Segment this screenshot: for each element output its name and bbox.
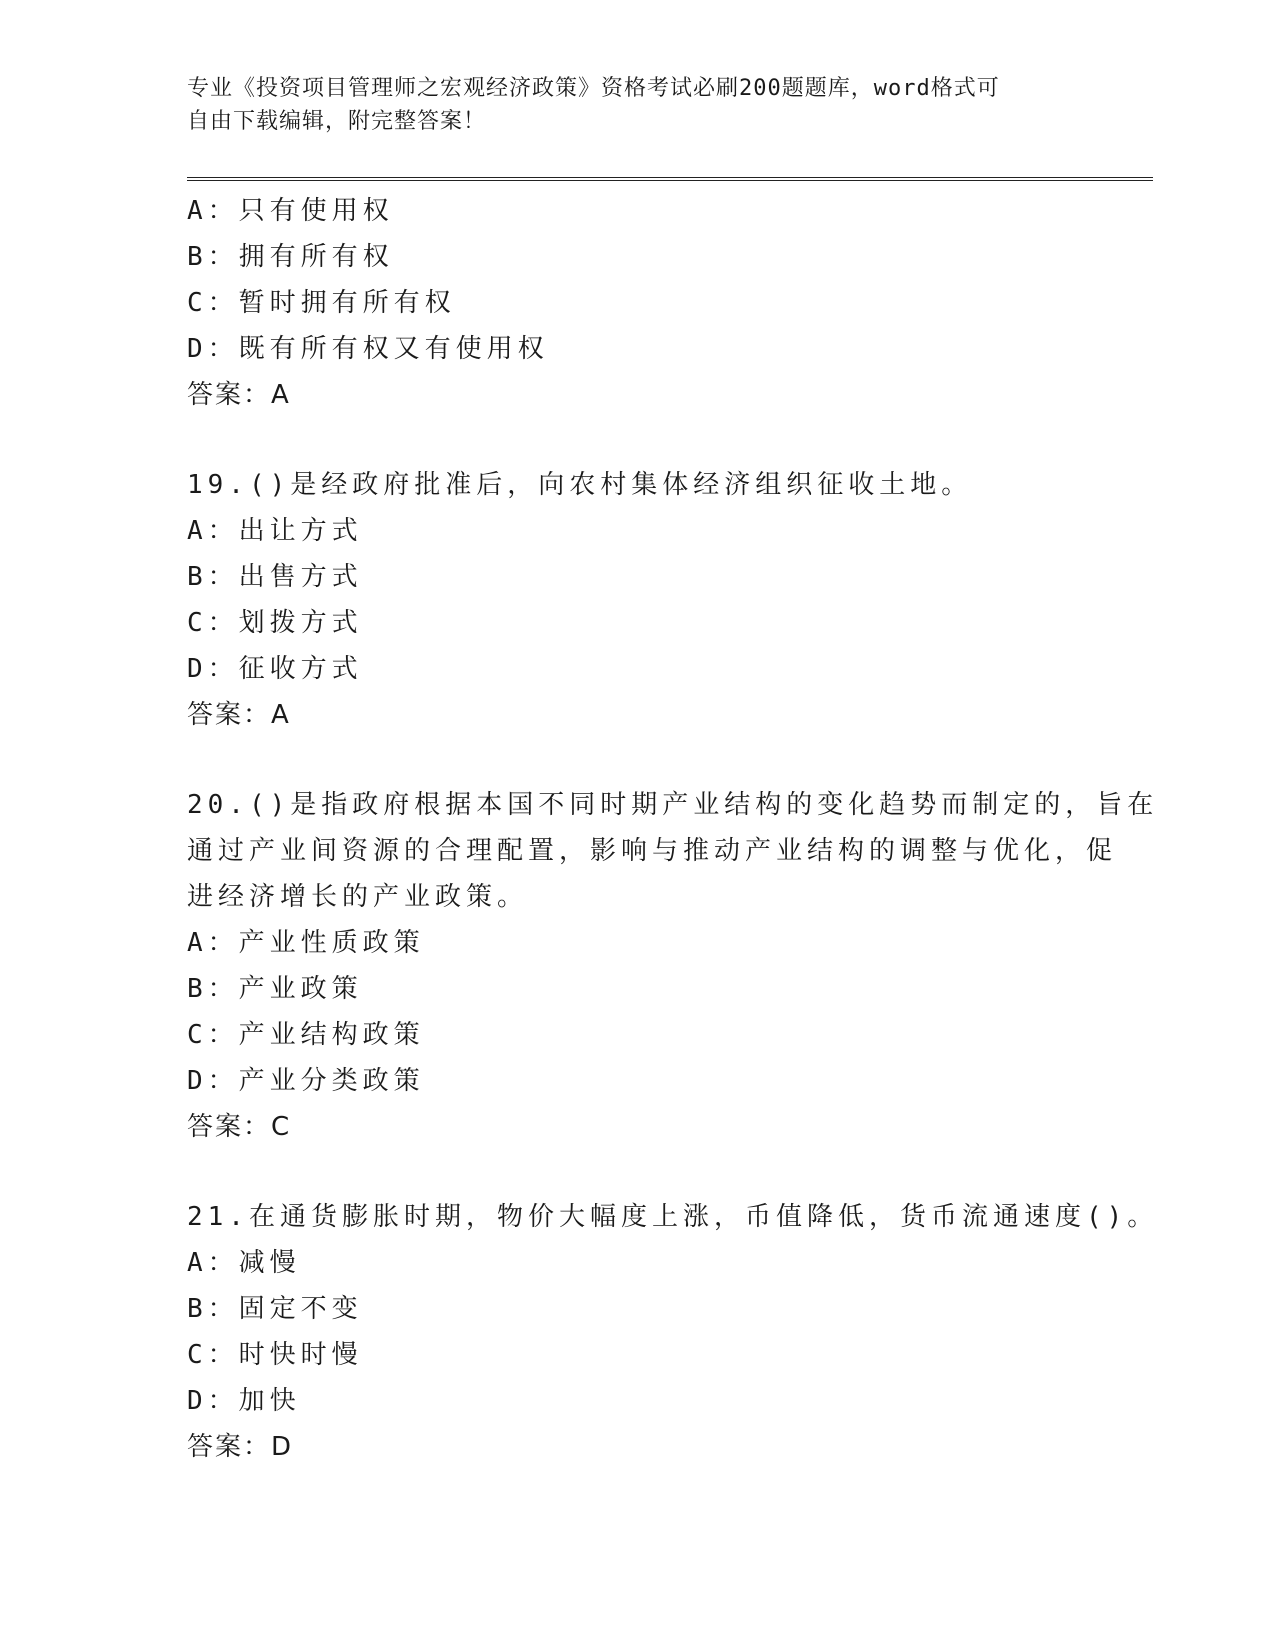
option-b: B：出售方式 (187, 562, 363, 592)
header-divider (187, 177, 1153, 181)
answer: 答案：A (187, 700, 291, 730)
question-text: 21.在通货膨胀时期，物价大幅度上涨，币值降低，货币流通速度()。 (187, 1202, 1159, 1232)
option-b: B：产业政策 (187, 974, 363, 1004)
option-a: A：出让方式 (187, 516, 363, 546)
question-20 (187, 782, 1159, 1150)
option-c: C：时快时慢 (187, 1340, 363, 1370)
option-d: D：产业分类政策 (187, 1066, 425, 1096)
header-line-2: 自由下载编辑，附完整答案！ (187, 109, 487, 134)
option-a: A：只有使用权 (187, 196, 394, 226)
question-18 (187, 188, 1087, 418)
answer: 答案：C (187, 1112, 292, 1142)
option-b: B：固定不变 (187, 1294, 363, 1324)
option-d: D：既有所有权又有使用权 (187, 334, 549, 364)
answer: 答案：A (187, 380, 291, 410)
question-list (187, 188, 1159, 1470)
question-text-line-2: 通过产业间资源的合理配置，影响与推动产业结构的调整与优化，促 (187, 836, 1118, 866)
option-b: B：拥有所有权 (187, 242, 394, 272)
option-d: D：征收方式 (187, 654, 363, 684)
option-c: C：暂时拥有所有权 (187, 288, 456, 318)
option-d: D：加快 (187, 1386, 301, 1416)
question-text-line-1: 20.()是指政府根据本国不同时期产业结构的变化趋势而制定的，旨在 (187, 790, 1159, 820)
option-c: C：产业结构政策 (187, 1020, 425, 1050)
option-a: A：减慢 (187, 1248, 301, 1278)
question-text-line-3: 进经济增长的产业政策。 (187, 882, 529, 912)
option-c: C：划拨方式 (187, 608, 363, 638)
answer: 答案：D (187, 1432, 294, 1462)
option-a: A：产业性质政策 (187, 928, 425, 958)
question-21 (187, 1194, 1159, 1470)
document-header (187, 72, 1067, 138)
header-line-1: 专业《投资项目管理师之宏观经济政策》资格考试必刷200题题库，word格式可 (187, 76, 1000, 101)
question-19 (187, 462, 1087, 738)
question-text: 19.()是经政府批准后，向农村集体经济组织征收土地。 (187, 470, 973, 500)
